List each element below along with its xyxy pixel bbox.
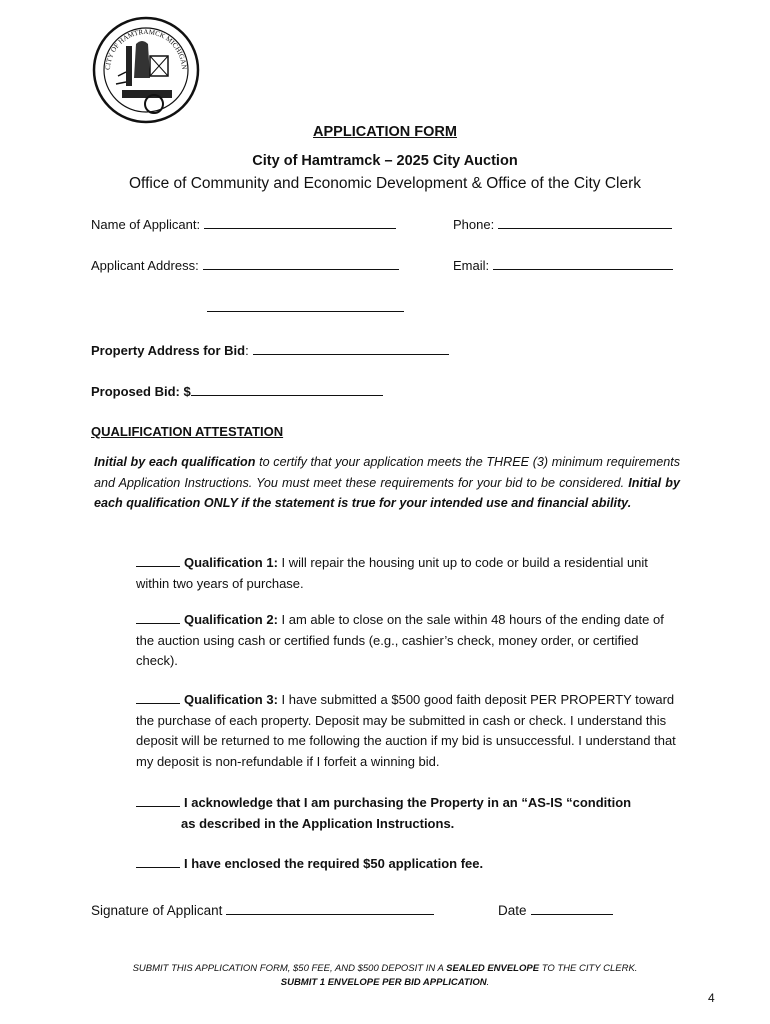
applicant-address-label: Applicant Address: <box>91 258 199 273</box>
initial-blank[interactable] <box>136 855 180 868</box>
footer-period: . <box>486 977 490 988</box>
signature-blank[interactable] <box>226 902 434 915</box>
email-field <box>453 257 673 273</box>
property-address-blank[interactable] <box>253 342 449 355</box>
applicant-name-blank[interactable] <box>204 216 396 229</box>
email-label: Email: <box>453 258 490 273</box>
applicant-name-field <box>91 216 396 232</box>
date-field <box>498 902 613 918</box>
attestation-instructions <box>94 452 680 514</box>
property-address-colon: : <box>245 343 249 358</box>
signature-label: Signature of Applicant <box>91 903 223 918</box>
fee-acknowledgement <box>136 854 483 875</box>
initial-blank[interactable] <box>136 554 180 567</box>
applicant-address-blank[interactable] <box>203 257 399 270</box>
svg-text:CITY OF HAMTRAMCK MICHIGAN: CITY OF HAMTRAMCK MICHIGAN <box>103 27 189 71</box>
qualification-item <box>136 610 681 672</box>
qualification-text: I have submitted a $500 good faith deposit PER PROPERTY toward the purchase of each property. Deposit may be submitted in cash or check. I understand this deposit will be returned to me following the auction if my bid is unsuccessful. I understand that my deposit is non-refundable if I forfeit a winning bid. <box>136 692 676 769</box>
as-is-line-2: as described in the Application Instructions. <box>181 815 455 831</box>
city-seal-logo <box>92 16 200 124</box>
qualification-label: Qualification 2: <box>184 612 278 627</box>
proposed-bid-field <box>91 383 383 399</box>
as-is-line-1: I acknowledge that I am purchasing the Property in an “AS-IS “condition <box>184 795 632 810</box>
phone-blank[interactable] <box>498 216 672 229</box>
form-title: APPLICATION FORM <box>313 124 457 140</box>
date-label: Date <box>498 903 527 918</box>
sealed-envelope-text: SEALED ENVELOPE <box>446 963 540 974</box>
qualification-label: Qualification 3: <box>184 692 278 707</box>
date-blank[interactable] <box>531 902 613 915</box>
page-number: 4 <box>708 991 715 1005</box>
qualification-item <box>136 553 681 594</box>
qualification-text: I am able to close on the sale within 48 hours of the ending date of the auction using cash or certified funds (e.g., cashier’s check, money order, or certified check). <box>136 612 664 668</box>
envelope-per-bid-text: SUBMIT 1 ENVELOPE PER BID APPLICATION <box>280 977 487 988</box>
fee-text: I have enclosed the required $50 application fee. <box>184 856 484 871</box>
signature-field <box>91 902 434 918</box>
property-address-label: Property Address for Bid <box>91 343 246 358</box>
as-is-acknowledgement <box>136 793 631 834</box>
initial-blank[interactable] <box>136 691 180 704</box>
property-address-field <box>91 342 449 358</box>
applicant-name-label: Name of Applicant: <box>91 217 201 232</box>
footer-text-b: TO THE CITY CLERK. <box>539 963 638 974</box>
initial-blank[interactable] <box>136 611 180 624</box>
applicant-address-field <box>91 257 399 273</box>
initial-blank[interactable] <box>136 794 180 807</box>
phone-label: Phone: <box>453 217 495 232</box>
office-subtitle: Office of Community and Economic Development & Office of the City Clerk <box>129 175 641 192</box>
attestation-intro-bold: Initial by each qualification <box>94 455 256 469</box>
attestation-intro-text: to certify that your application meets the THREE (3) minimum requirements and Application Instructions. You must meet these requirements for your bid to be considered. <box>94 455 681 490</box>
phone-field <box>453 216 672 232</box>
attestation-intro-bold-2: Initial by each qualification ONLY if the statement is true for your intended use and financial ability. <box>94 475 680 510</box>
qualification-attestation-heading: QUALIFICATION ATTESTATION <box>91 424 284 439</box>
city-auction-title: City of Hamtramck – 2025 City Auction <box>252 153 518 169</box>
qualification-label: Qualification 1: <box>184 555 278 570</box>
footer-text-a: SUBMIT THIS APPLICATION FORM, $50 FEE, AND $500 DEPOSIT IN A <box>132 963 447 974</box>
submission-instructions <box>0 962 770 990</box>
email-blank[interactable] <box>493 257 673 270</box>
qualification-text: I will repair the housing unit up to code or build a residential unit within two years of purchase. <box>136 555 648 591</box>
applicant-address-second-line[interactable] <box>207 311 404 312</box>
qualification-item <box>136 690 681 772</box>
proposed-bid-blank[interactable] <box>191 383 383 396</box>
proposed-bid-label: Proposed Bid: $ <box>91 384 191 399</box>
